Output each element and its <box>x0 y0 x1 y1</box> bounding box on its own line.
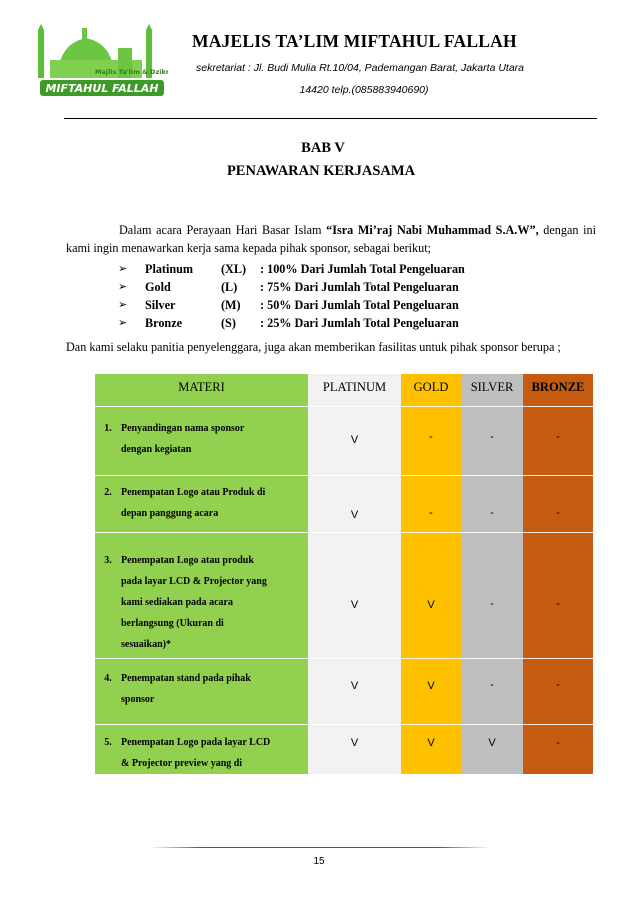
materi-line: sponsor <box>121 694 155 705</box>
row-number: 4. <box>104 673 112 684</box>
tier-size: (S) <box>221 316 236 330</box>
arrow-bullet-icon: ➢ <box>118 298 128 311</box>
gold-mark: - <box>429 431 433 443</box>
silver-mark: - <box>490 598 494 610</box>
materi-line: Penempatan stand pada pihak <box>121 673 251 684</box>
table-row-materi <box>121 550 305 655</box>
bronze-mark: - <box>556 679 560 691</box>
tier-description: : 100% Dari Jumlah Total Pengeluaran <box>260 262 465 276</box>
tier-item-silver <box>118 296 578 314</box>
table-row-materi <box>121 668 305 710</box>
header-platinum: PLATINUM <box>322 380 387 394</box>
gold-mark: V <box>427 680 435 692</box>
platinum-mark: V <box>350 509 359 521</box>
tier-description: : 50% Dari Jumlah Total Pengeluaran <box>260 298 459 312</box>
bronze-mark: - <box>556 737 560 749</box>
tier-name: Gold <box>145 280 171 294</box>
facilities-intro: Dan kami selaku panitia penyelenggara, juga akan memberikan fasilitas untuk pihak sponsor berupa ; <box>66 340 561 354</box>
table-row-materi <box>121 418 305 460</box>
arrow-bullet-icon: ➢ <box>118 262 128 275</box>
tier-item-gold <box>118 278 578 296</box>
materi-line: berlangsung (Ukuran di <box>121 618 224 629</box>
arrow-bullet-icon: ➢ <box>118 280 128 293</box>
table-row-materi <box>121 482 305 524</box>
materi-line: Penempatan Logo atau produk <box>121 555 254 566</box>
section-heading: PENAWARAN KERJASAMA <box>226 163 416 179</box>
platinum-mark: V <box>350 737 359 749</box>
row-divider <box>95 658 593 659</box>
gold-mark: V <box>427 599 435 611</box>
row-number: 5. <box>104 737 112 748</box>
platinum-mark: V <box>350 680 359 692</box>
tier-item-platinum <box>118 260 578 278</box>
materi-line: depan panggung acara <box>121 508 219 519</box>
bronze-mark: - <box>556 507 560 519</box>
event-name: “Isra Mi’raj Nabi Muhammad S.A.W”, <box>326 223 539 237</box>
materi-line: & Projector preview yang di <box>121 758 243 769</box>
logo-name-text: MIFTAHUL FALLAH <box>45 82 159 95</box>
arrow-bullet-icon: ➢ <box>118 316 128 329</box>
materi-line: Penempatan Logo pada layar LCD <box>121 737 271 748</box>
page-number: 15 <box>313 856 325 867</box>
gold-mark: - <box>429 507 433 519</box>
tier-item-bronze <box>118 314 578 332</box>
header-bronze: BRONZE <box>531 380 585 394</box>
tier-size: (M) <box>221 298 241 312</box>
bronze-mark: - <box>556 431 560 443</box>
facilities-table <box>95 374 593 774</box>
bronze-mark: - <box>556 598 560 610</box>
materi-line: Penyandingan nama sponsor <box>121 423 245 434</box>
logo-small-text: Majlis Ta'lim & Dzikr <box>94 68 168 76</box>
row-divider <box>95 724 593 725</box>
header-silver: SILVER <box>470 380 514 394</box>
row-divider <box>95 532 593 533</box>
tier-size: (L) <box>221 280 238 294</box>
row-number: 3. <box>104 555 112 566</box>
tier-size: (XL) <box>221 262 247 276</box>
silver-mark: - <box>490 507 494 519</box>
tier-name: Platinum <box>145 262 194 276</box>
chapter-title: BAB V <box>301 140 345 156</box>
row-divider <box>95 475 593 476</box>
organization-title: MAJELIS TA’LIM MIFTAHUL FALLAH <box>192 31 517 51</box>
footer-divider <box>150 847 490 848</box>
row-number: 1. <box>104 423 112 434</box>
silver-mark: - <box>490 431 494 443</box>
table-row-materi <box>121 732 305 774</box>
sponsor-tier-list <box>118 260 578 332</box>
tier-name: Bronze <box>145 316 183 330</box>
tier-name: Silver <box>145 298 176 312</box>
materi-line: pada layar LCD & Projector yang <box>121 576 267 587</box>
gold-mark: V <box>427 737 435 749</box>
materi-line: Penempatan Logo atau Produk di <box>121 487 266 498</box>
materi-line: kami sediakan pada acara <box>121 597 233 608</box>
organization-address: sekretariat : Jl. Budi Mulia Rt.10/04, Pademangan Barat, Jakarta Utara <box>196 62 524 74</box>
header-materi: MATERI <box>178 380 225 394</box>
tier-description: : 75% Dari Jumlah Total Pengeluaran <box>260 280 459 294</box>
materi-line: sesuaikan)* <box>121 639 172 650</box>
silver-mark: V <box>488 737 496 749</box>
row-divider <box>95 406 593 407</box>
intro-paragraph <box>66 221 596 257</box>
header-gold: GOLD <box>413 380 449 394</box>
platinum-mark: V <box>350 599 359 611</box>
tier-description: : 25% Dari Jumlah Total Pengeluaran <box>260 316 459 330</box>
header-divider <box>64 118 597 119</box>
row-number: 2. <box>104 487 112 498</box>
materi-line: dengan kegiatan <box>121 444 192 455</box>
platinum-mark: V <box>350 434 359 446</box>
intro-text-before: Dalam acara Perayaan Hari Basar Islam <box>119 223 327 237</box>
intro-text-after: dengan ini kami ingin menawarkan kerja sama kepada pihak sponsor, sebagai berikut; <box>66 223 597 255</box>
organization-phone: 14420 telp.(085883940690) <box>299 84 429 96</box>
silver-mark: - <box>490 679 494 691</box>
